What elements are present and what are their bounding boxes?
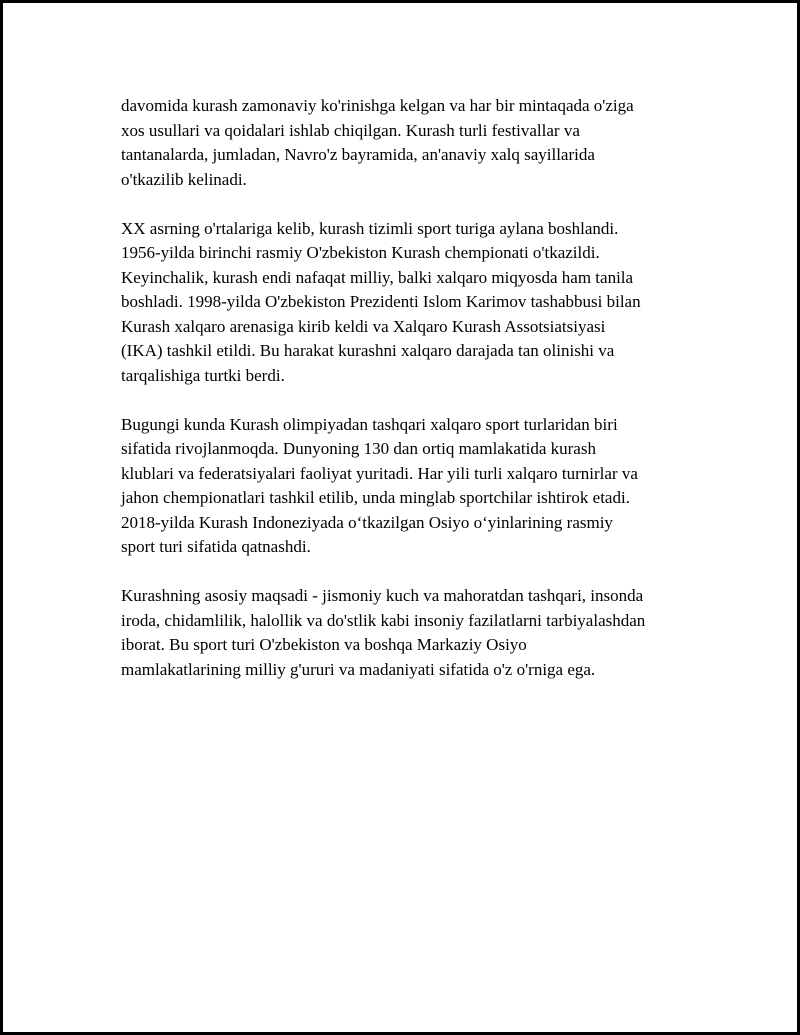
text-line: Kurash xalqaro arenasiga kirib keldi va Xalqaro Kurash Assotsiatsiyasi xyxy=(121,316,606,336)
text-line: boshladi. 1998-yilda O'zbekiston Prezidenti Islom Karimov tashabbusi bilan xyxy=(121,292,641,311)
text-line: tantanalarda, jumladan, Navro'z bayramida, an'anaviy xalq sayillarida xyxy=(121,145,595,164)
paragraph xyxy=(121,217,701,389)
text-line: iroda, chidamlilik, halollik va do'stlik kabi insoniy fazilatlarni tarbiyalashdan xyxy=(121,610,646,630)
paragraph xyxy=(121,413,701,560)
text-line: klublari va federatsiyalari faoliyat yuritadi. Har yili turli xalqaro turnirlar va xyxy=(121,463,638,483)
text-line: tarqalishiga turtki berdi. xyxy=(121,365,285,385)
text-line: 1956-yilda birinchi rasmiy O'zbekiston Kurash chempionati o'tkazildi. xyxy=(121,243,600,262)
paragraph xyxy=(121,584,701,682)
text-line: iborat. Bu sport turi O'zbekiston va boshqa Markaziy Osiyo xyxy=(121,635,527,654)
text-line: (IKA) tashkil etildi. Bu harakat kurashni xalqaro darajada tan olinishi va xyxy=(121,341,615,360)
text-line: Keyinchalik, kurash endi nafaqat milliy, balki xalqaro miqyosda ham tanila xyxy=(121,267,634,287)
paragraph xyxy=(121,94,701,192)
text-line: mamlakatlarining milliy g'ururi va madaniyati sifatida o'z o'rniga ega. xyxy=(121,659,596,679)
text-line: Bugungi kunda Kurash olimpiyadan tashqari xalqaro sport turlaridan biri xyxy=(121,414,618,434)
text-line: xos usullari va qoidalari ishlab chiqilgan. Kurash turli festivallar va xyxy=(121,120,580,140)
text-line: Kurashning asosiy maqsadi - jismoniy kuch va mahoratdan tashqari, insonda xyxy=(121,586,644,605)
text-line: jahon chempionatlari tashkil etilib, unda minglab sportchilar ishtirok etadi. xyxy=(121,488,630,507)
document-body xyxy=(121,94,701,707)
text-line: sport turi sifatida qatnashdi. xyxy=(121,537,311,556)
text-line: o'tkazilib kelinadi. xyxy=(121,169,247,189)
text-line: sifatida rivojlanmoqda. Dunyoning 130 dan ortiq mamlakatida kurash xyxy=(121,439,596,458)
text-line: XX asrning o'rtalariga kelib, kurash tizimli sport turiga aylana boshlandi. xyxy=(121,218,619,238)
text-line: 2018-yilda Kurash Indoneziyada o‘tkazilgan Osiyo o‘yinlarining rasmiy xyxy=(121,512,613,532)
text-line: davomida kurash zamonaviy ko'rinishga kelgan va har bir mintaqada o'ziga xyxy=(121,96,634,115)
